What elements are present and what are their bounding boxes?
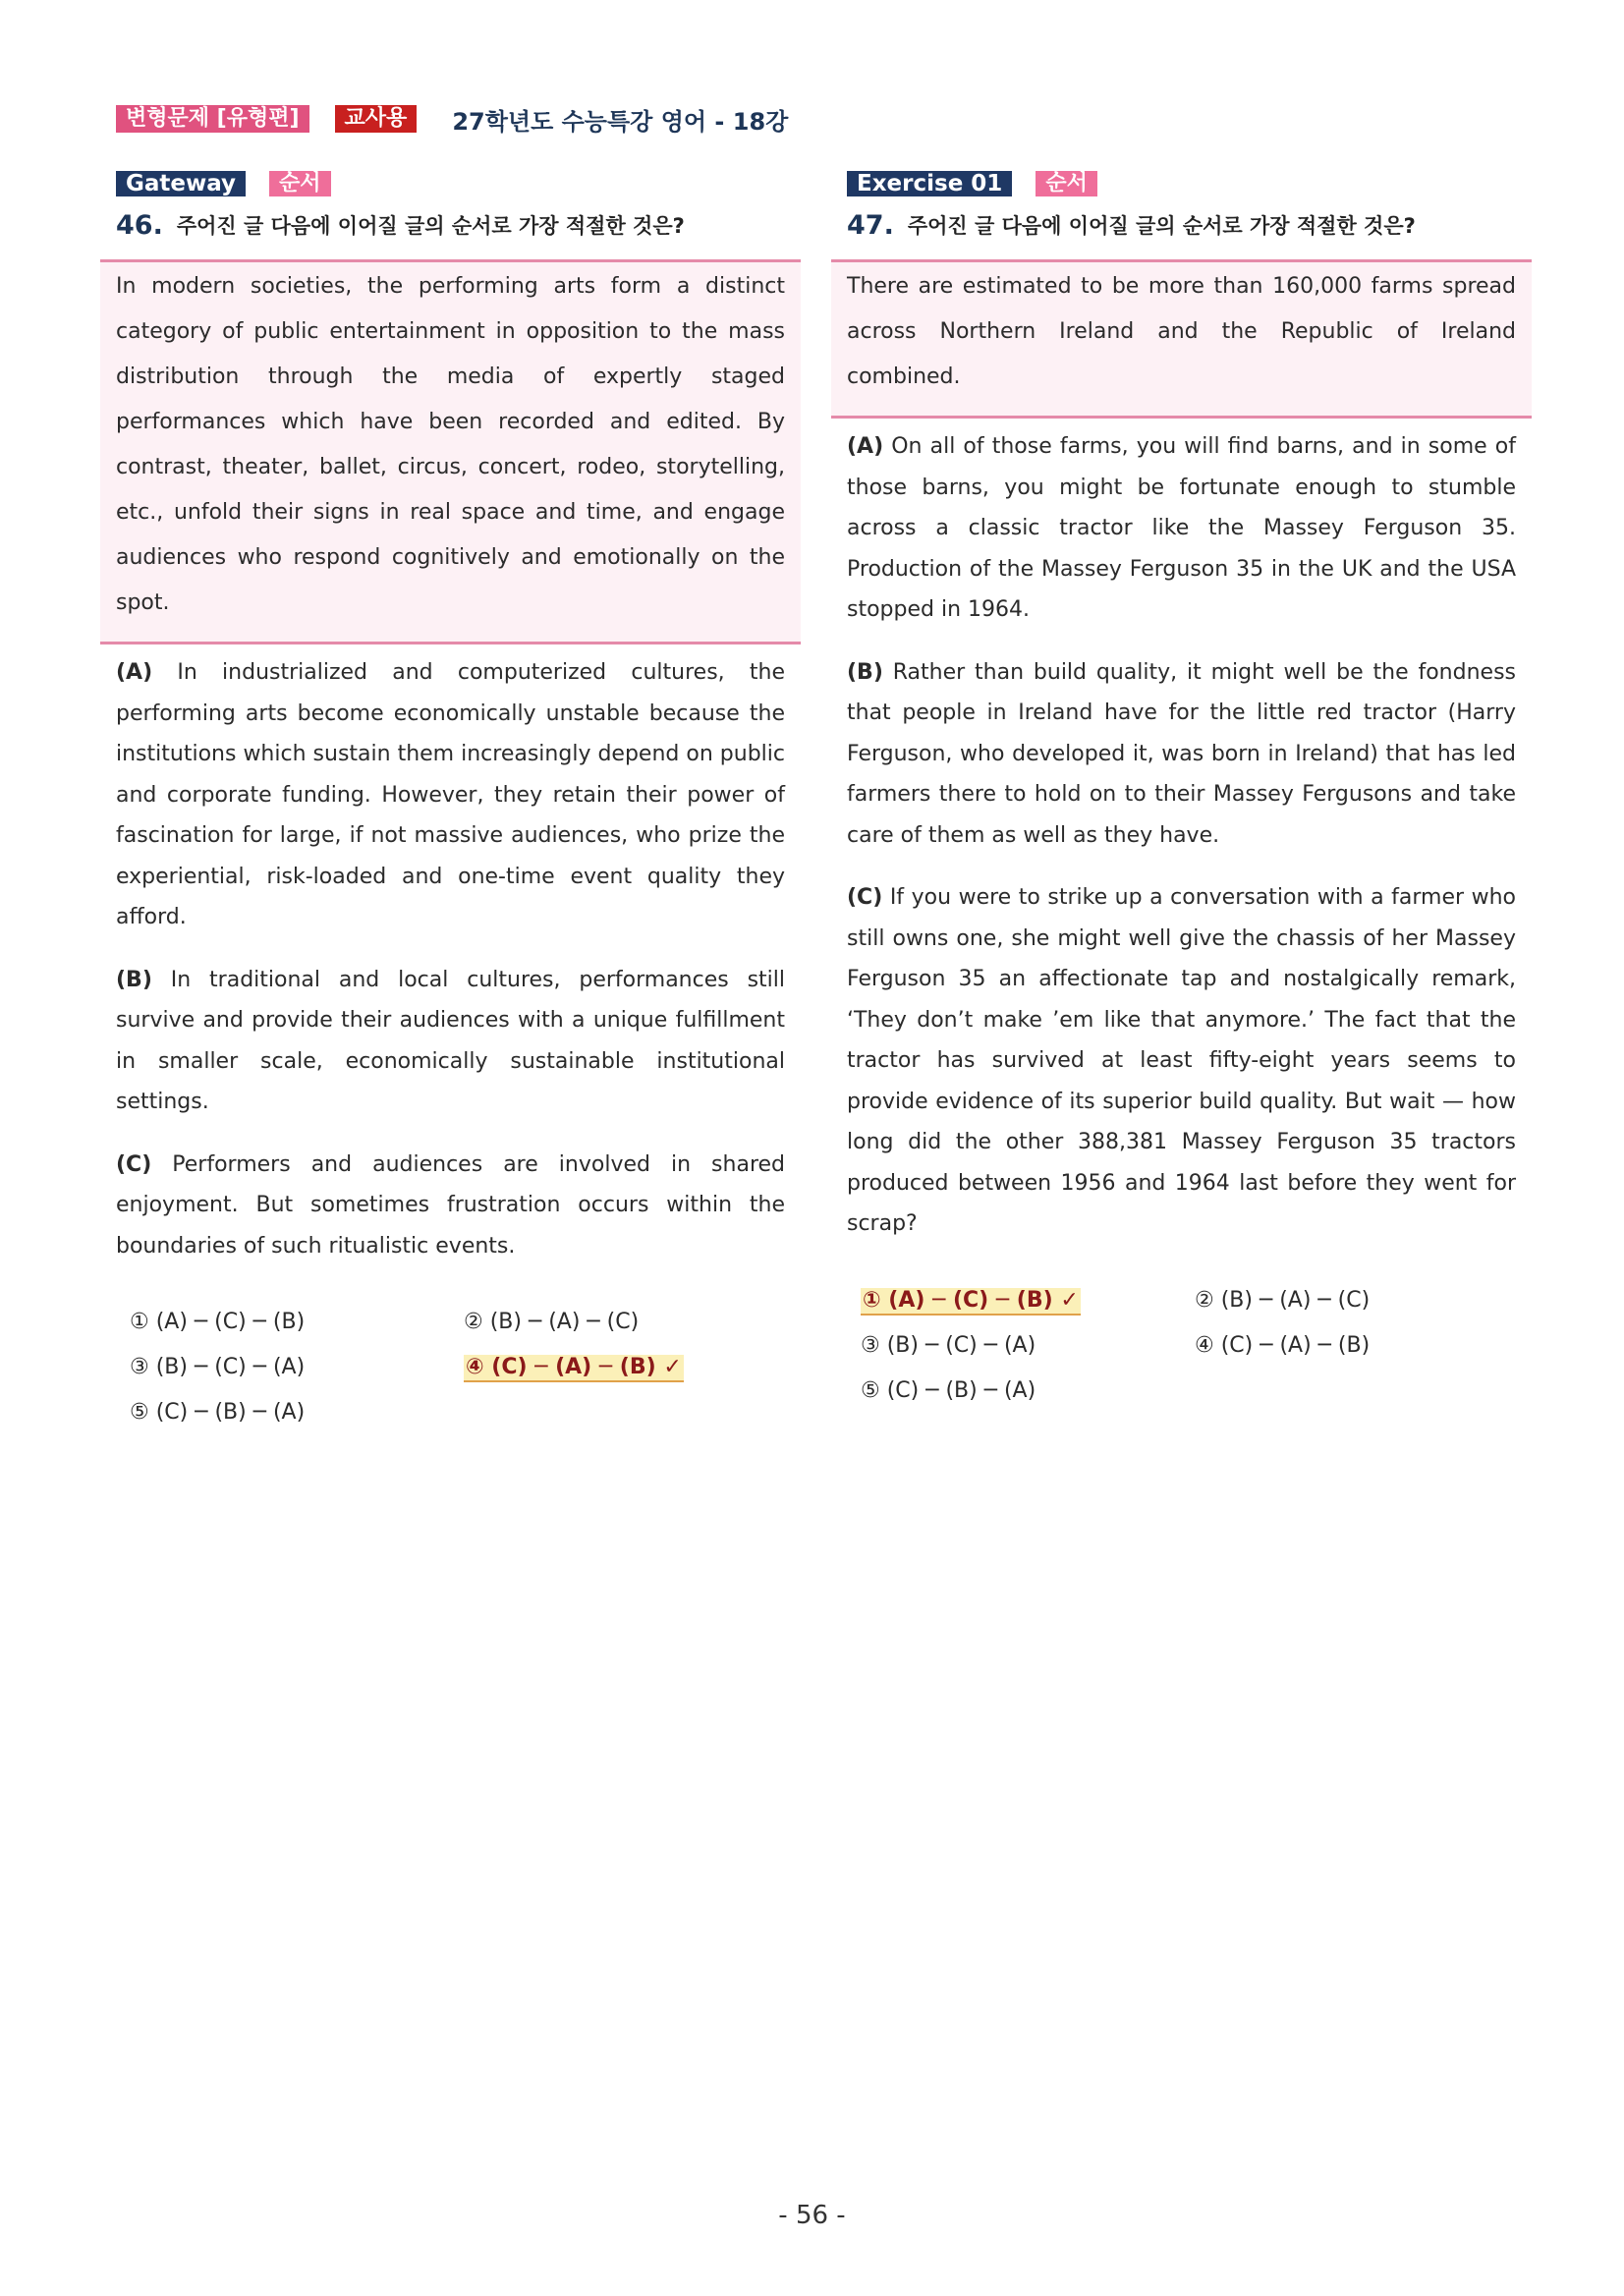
question-line xyxy=(116,208,801,242)
paragraph-c xyxy=(116,1145,785,1267)
option-4-wrap xyxy=(464,1345,798,1390)
question-text: 주어진 글 다음에 이어질 글의 순서로 가장 적절한 것은? xyxy=(176,214,685,238)
paragraph-key: (A) xyxy=(116,660,153,685)
option-3[interactable]: ③ (B) ─ (C) ─ (A) xyxy=(130,1355,306,1379)
paragraph-key: (A) xyxy=(847,434,884,459)
paragraph-key: (B) xyxy=(116,967,152,992)
option-4-correct[interactable]: ④ (C) ─ (A) ─ (B) ✓ xyxy=(464,1355,684,1382)
option-1-correct[interactable]: ① (A) ─ (C) ─ (B) ✓ xyxy=(861,1288,1081,1316)
type-label: 순서 xyxy=(1036,171,1097,196)
intro-text: In modern societies, the performing arts form a distinct category of public entertainment in opposition to the mass distribution through the media of expertly staged performances which have been recorded and edited. By contrast, theater, ballet, circus, concert, rodeo, storytelling, etc., unfold their signs in real space and time, and engage audiences who respond cognitively and emotionally on the spot. xyxy=(116,274,785,615)
section-label: Exercise 01 xyxy=(847,171,1012,196)
paragraph-key: (C) xyxy=(116,1151,152,1177)
paragraph-text: On all of those farms, you will find barns, and in some of those barns, you might be fortunate enough to stumble across a classic tractor like the Massey Ferguson 35. Production of the Massey Ferguson 35 in the UK and the USA stopped in 1964. xyxy=(847,434,1516,622)
paragraph-a xyxy=(847,426,1516,631)
teacher-tag: 교사용 xyxy=(335,105,418,133)
option-4[interactable]: ④ (C) ─ (A) ─ (B) xyxy=(1195,1332,1371,1358)
intro-box xyxy=(100,259,801,644)
paragraph-text: In traditional and local cultures, performances still survive and provide their audiences with a unique fulfillment in smaller scale, economically sustainable institutional settings. xyxy=(116,967,785,1114)
answer-options xyxy=(861,1278,1532,1414)
question-labels xyxy=(116,171,801,196)
option-1-wrap xyxy=(861,1278,1195,1323)
paragraph-c xyxy=(847,877,1516,1245)
option-3[interactable]: ③ (B) ─ (C) ─ (A) xyxy=(861,1332,1036,1358)
question-text: 주어진 글 다음에 이어질 글의 순서로 가장 적절한 것은? xyxy=(907,214,1416,238)
paragraph-a xyxy=(116,652,785,938)
option-2[interactable]: ② (B) ─ (A) ─ (C) xyxy=(1195,1287,1371,1313)
type-label: 순서 xyxy=(269,171,331,196)
category-tag: 변형문제 [유형편] xyxy=(116,105,309,133)
page-title: 27학년도 수능특강 영어 - 18강 xyxy=(452,107,789,136)
paragraph-b xyxy=(847,652,1516,857)
passage-parts xyxy=(831,426,1532,1245)
page-header xyxy=(116,104,788,134)
paragraph-key: (C) xyxy=(847,885,883,910)
question-labels xyxy=(847,171,1532,196)
question-47 xyxy=(831,171,1532,1414)
section-label: Gateway xyxy=(116,171,246,196)
page-number: - 56 - xyxy=(778,2201,846,2230)
option-5[interactable]: ⑤ (C) ─ (B) ─ (A) xyxy=(861,1377,1036,1403)
paragraph-key: (B) xyxy=(847,659,883,685)
answer-options xyxy=(130,1300,801,1435)
option-1[interactable]: ① (A) ─ (C) ─ (B) xyxy=(130,1310,306,1334)
question-number: 47. xyxy=(847,209,894,241)
paragraph-b xyxy=(116,960,785,1123)
question-46 xyxy=(100,171,801,1435)
option-5[interactable]: ⑤ (C) ─ (B) ─ (A) xyxy=(130,1400,306,1425)
paragraph-text: Rather than build quality, it might well be the fondness that people in Ireland have for the little red tractor (Harry Ferguson, who developed it, was born in Ireland) that has led farmers there to hold on to their Massey Fergusons and take care of them as well as they have. xyxy=(847,659,1516,848)
question-line xyxy=(847,208,1532,242)
option-2[interactable]: ② (B) ─ (A) ─ (C) xyxy=(464,1310,640,1334)
passage-parts xyxy=(100,652,801,1266)
paragraph-text: Performers and audiences are involved in shared enjoyment. But sometimes frustration occurs within the boundaries of such ritualistic events. xyxy=(116,1151,785,1259)
intro-box xyxy=(831,259,1532,419)
intro-text: There are estimated to be more than 160,000 farms spread across Northern Ireland and the Republic of Ireland combined. xyxy=(847,274,1516,389)
paragraph-text: If you were to strike up a conversation with a farmer who still owns one, she might well give the chassis of her Massey Ferguson 35 an affectionate tap and nostalgically remark, ‘They don’t make ’em like that anymore.’ The fact that the tractor has survived at least fifty-eight years seems to provide evidence of its superior build quality. But wait — how long did the other 388,381 Massey Ferguson 35 tractors produced between 1956 and 1964 last before they went for scrap? xyxy=(847,885,1516,1236)
paragraph-text: In industrialized and computerized cultures, the performing arts become economically unstable because the institutions which sustain them increasingly depend on public and corporate funding. However, they retain their power of fascination for large, if not massive audiences, who prize the experiential, risk-loaded and one-time event quality they afford. xyxy=(116,660,785,929)
question-number: 46. xyxy=(116,209,163,241)
